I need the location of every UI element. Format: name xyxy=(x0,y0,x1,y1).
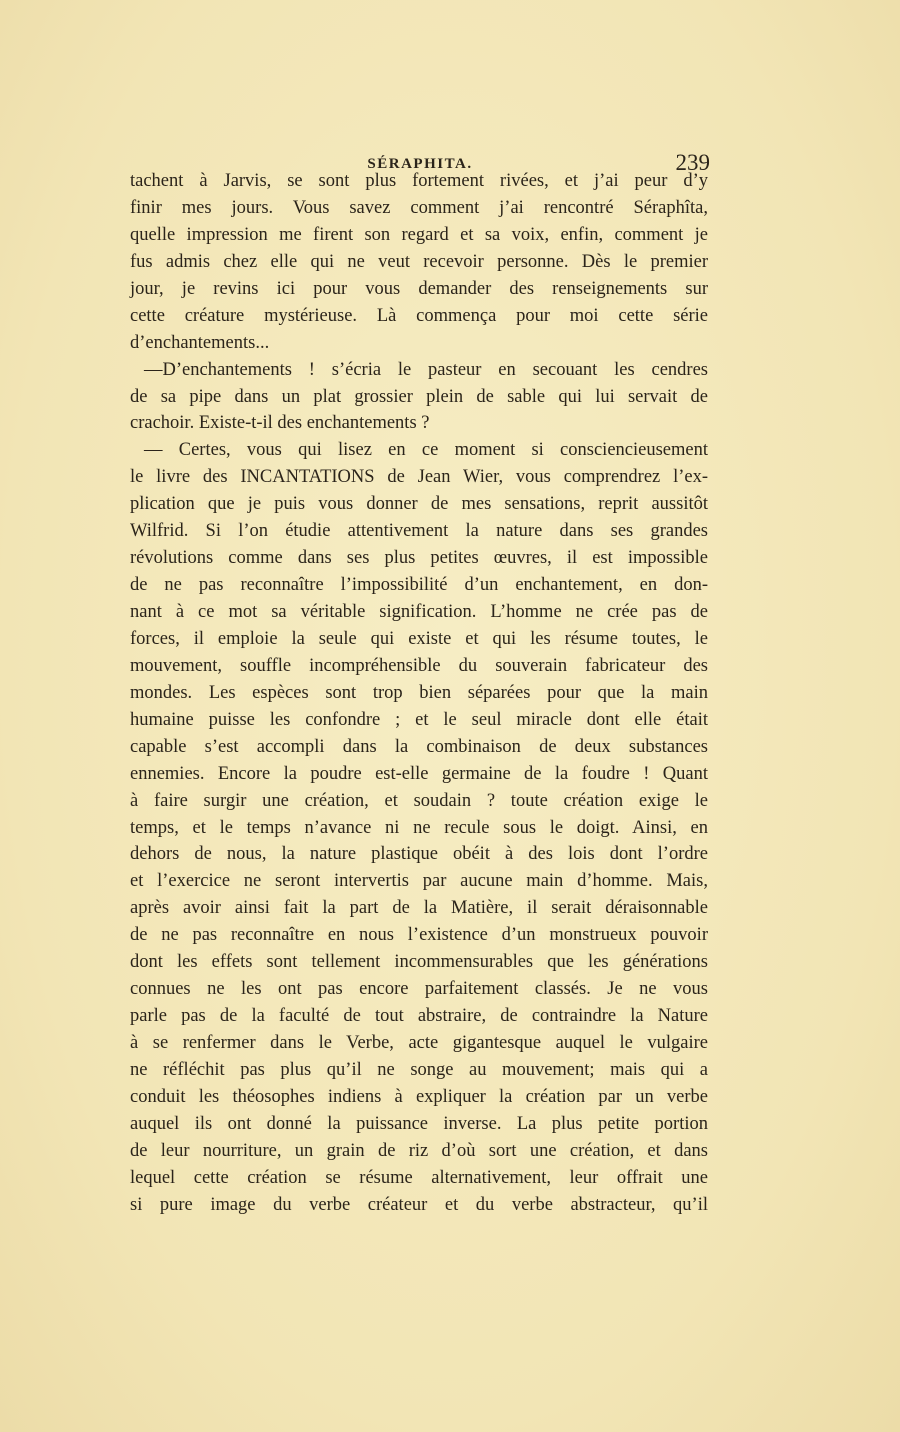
text-line: d’enchantements... xyxy=(130,332,270,353)
text-line: mouvement, souffle incompréhensible du souverain fabricateur des xyxy=(130,655,708,676)
text-line: à faire surgir une création, et soudain ? toute création exige le xyxy=(130,790,708,811)
text-line: forces, il emploie la seule qui existe et qui les résume toutes, le xyxy=(130,628,708,649)
text-line: après avoir ainsi fait la part de la Matière, il serait déraisonnable xyxy=(130,898,708,919)
text-line: —D’enchantements ! s’écria le pasteur en secouant les cendres xyxy=(144,359,708,380)
text-line: finir mes jours. Vous savez comment j’ai rencontré Séraphîta, xyxy=(130,197,708,218)
text-line: capable s’est accompli dans la combinaison de deux substances xyxy=(130,736,708,757)
text-line: ne réfléchit pas plus qu’il ne songe au mouvement; mais qui a xyxy=(130,1059,708,1080)
text-line: conduit les théosophes indiens à expliquer la création par un verbe xyxy=(130,1086,708,1107)
text-line: de ne pas reconnaître en nous l’existence d’un monstrueux pouvoir xyxy=(130,925,708,946)
text-line: quelle impression me firent son regard et sa voix, enfin, comment je xyxy=(130,224,708,245)
text-line: dehors de nous, la nature plastique obéit à des lois dont l’ordre xyxy=(130,844,708,865)
text-line: connues ne les ont pas encore parfaitement classés. Je ne vous xyxy=(130,979,708,1000)
text-line: Wilfrid. Si l’on étudie attentivement la nature dans ses grandes xyxy=(130,521,708,542)
text-line: de leur nourriture, un grain de riz d’où sort une création, et dans xyxy=(130,1140,708,1161)
text-line: le livre des INCANTATIONS de Jean Wier, vous comprendrez l’ex- xyxy=(130,467,708,488)
page-number: 239 xyxy=(675,150,710,175)
body-text xyxy=(130,168,708,1219)
text-line: et l’exercice ne seront intervertis par aucune main d’homme. Mais, xyxy=(130,871,708,892)
text-line: dont les effets sont tellement incommensurables que les générations xyxy=(130,952,708,973)
text-line: si pure image du verbe créateur et du verbe abstracteur, qu’il xyxy=(130,1194,708,1215)
text-line: humaine puisse les confondre ; et le seul miracle dont elle était xyxy=(130,709,708,730)
text-line: jour, je revins ici pour vous demander des renseignements sur xyxy=(130,278,708,299)
text-line: plication que je puis vous donner de mes sensations, reprit aussitôt xyxy=(130,494,708,515)
text-line: de ne pas reconnaître l’impossibilité d’un enchantement, en don- xyxy=(130,575,708,596)
text-line: crachoir. Existe-t-il des enchantements ? xyxy=(130,413,430,434)
text-line: de sa pipe dans un plat grossier plein de sable qui lui servait de xyxy=(130,386,708,407)
text-line: fus admis chez elle qui ne veut recevoir personne. Dès le premier xyxy=(130,251,708,272)
text-line: nant à ce mot sa véritable signification. L’homme ne crée pas de xyxy=(130,602,708,622)
text-line: ennemies. Encore la poudre est-elle germaine de la foudre ! Quant xyxy=(130,763,708,784)
running-title: SÉRAPHITA. xyxy=(367,156,473,172)
text-line: temps, et le temps n’avance ni ne recule sous le doigt. Ainsi, en xyxy=(130,817,708,838)
text-line: parle pas de la faculté de tout abstraire, de contraindre la Nature xyxy=(130,1006,708,1027)
text-line: — Certes, vous qui lisez en ce moment si consciencieusement xyxy=(144,440,708,461)
text-line: à se renfermer dans le Verbe, acte gigantesque auquel le vulgaire xyxy=(130,1033,708,1053)
text-line: révolutions comme dans ses plus petites œuvres, il est impossible xyxy=(130,548,708,569)
text-line: auquel ils ont donné la puissance inverse. La plus petite portion xyxy=(130,1113,708,1134)
text-line: tachent à Jarvis, se sont plus fortement rivées, et j’ai peur d’y xyxy=(130,171,708,191)
text-line: cette créature mystérieuse. Là commença pour moi cette série xyxy=(130,305,708,326)
text-line: lequel cette création se résume alternativement, leur offrait une xyxy=(130,1167,708,1188)
text-line: mondes. Les espèces sont trop bien séparées pour que la main xyxy=(130,682,708,703)
